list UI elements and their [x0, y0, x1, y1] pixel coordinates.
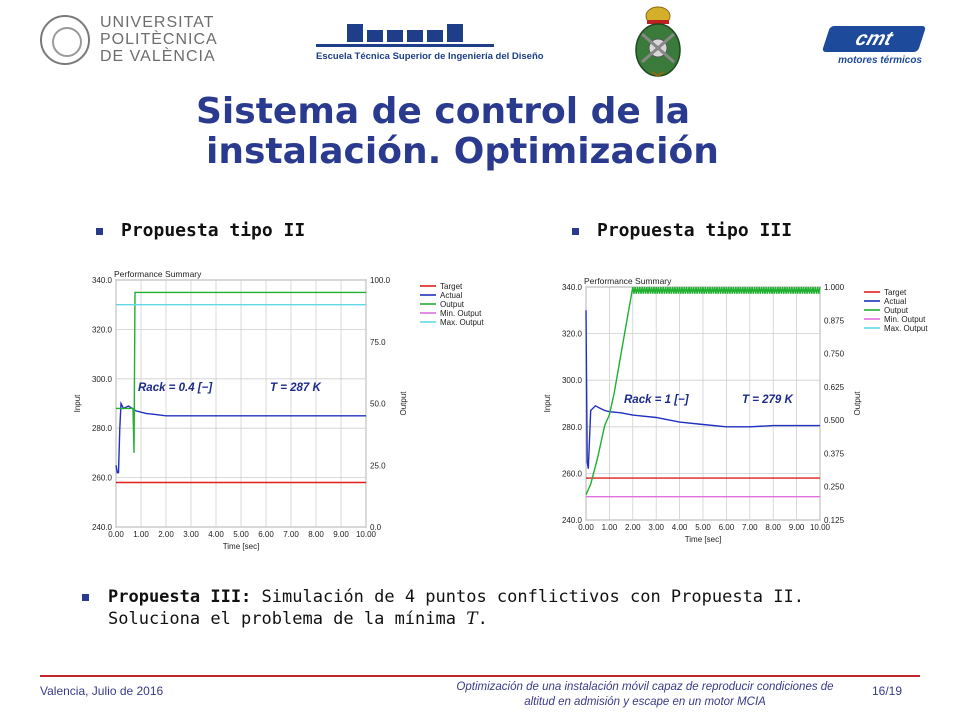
x-tick-label: 2.00 — [625, 523, 641, 532]
y2-tick-label: 0.750 — [824, 349, 845, 359]
y2-tick-label: 0.500 — [824, 416, 845, 426]
y2-tick-label: 100.0 — [370, 276, 391, 285]
etsid-logo: Escuela Técnica Superior de Ingeniería del Diseño — [316, 20, 494, 62]
header-logos — [0, 0, 960, 82]
y2-tick-label: 75.0 — [370, 337, 386, 347]
x-tick-label: 3.00 — [648, 523, 664, 532]
x-tick-label: 2.00 — [158, 530, 174, 539]
y-tick-label: 240.0 — [91, 523, 112, 532]
x-tick-label: 7.00 — [742, 523, 758, 532]
x-tick-label: 4.00 — [671, 523, 688, 532]
bullet-square-icon — [82, 594, 89, 601]
annotation-rack: Rack = 1 [−] — [624, 394, 689, 406]
upv-name: UNIVERSITAT POLITÈCNICA DE VALÈNCIA — [100, 14, 218, 65]
legend-label: Max. Output — [884, 324, 928, 333]
x-tick-label: 10.00 — [355, 530, 377, 539]
y2-axis-label: Output — [853, 391, 862, 416]
y2-tick-label: 0.875 — [824, 316, 845, 326]
x-tick-label: 8.00 — [308, 530, 324, 539]
chart-title: Performance Summary — [584, 276, 672, 286]
legend-label: Output — [440, 300, 465, 309]
legend-label: Output — [884, 306, 909, 315]
y-tick-label: 320.0 — [91, 325, 112, 335]
x-axis-label: Time [sec] — [222, 542, 260, 551]
annotation-rack: Rack = 0.4 [−] — [138, 382, 213, 394]
legend-label: Min. Output — [884, 315, 926, 324]
y2-tick-label: 0.625 — [824, 382, 845, 392]
legend-label: Max. Output — [440, 318, 484, 327]
y2-tick-label: 0.0 — [370, 523, 382, 532]
legend-label: Target — [884, 288, 907, 297]
y-tick-label: 340.0 — [561, 283, 582, 292]
y-tick-label: 260.0 — [561, 469, 582, 479]
y-tick-label: 280.0 — [91, 424, 112, 434]
y2-axis-label: Output — [399, 391, 408, 416]
footer-divider — [40, 675, 920, 677]
y2-tick-label: 0.125 — [824, 516, 845, 525]
chart-propuesta-ii — [66, 268, 496, 558]
chart-propuesta-iii — [538, 272, 938, 548]
x-tick-label: 9.00 — [788, 523, 805, 532]
y2-tick-label: 0.250 — [824, 482, 845, 492]
body-bullet-text: Propuesta III: Simulación de 4 puntos conflictivos con Propuesta II. Soluciona el problema de la mínima T. — [108, 587, 804, 629]
y-tick-label: 340.0 — [91, 276, 112, 285]
legend-label: Min. Output — [440, 309, 482, 318]
x-tick-label: 6.00 — [258, 530, 274, 539]
upv-seal-icon — [40, 15, 90, 65]
x-tick-label: 1.00 — [133, 530, 149, 539]
y2-tick-label: 0.375 — [824, 449, 845, 459]
x-tick-label: 8.00 — [765, 523, 781, 532]
x-tick-label: 4.00 — [208, 530, 224, 539]
y2-tick-label: 1.000 — [824, 283, 845, 292]
y-tick-label: 320.0 — [561, 329, 582, 339]
y-tick-label: 280.0 — [561, 422, 582, 432]
y2-tick-label: 25.0 — [370, 461, 386, 471]
y-axis-label: Input — [73, 394, 82, 413]
x-tick-label: 0.00 — [578, 523, 594, 532]
bullet-square-icon — [96, 228, 103, 235]
x-tick-label: 6.00 — [718, 523, 735, 532]
chart-title: Performance Summary — [114, 269, 202, 279]
x-tick-label: 9.00 — [333, 530, 349, 539]
x-tick-label: 10.00 — [809, 523, 831, 532]
y-tick-label: 260.0 — [91, 473, 112, 483]
legend-label: Actual — [884, 297, 907, 306]
right-section-heading: Propuesta tipo III — [572, 220, 792, 241]
x-tick-label: 3.00 — [183, 530, 199, 539]
upv-logo — [40, 14, 218, 65]
engineering-crest-icon — [628, 4, 688, 78]
y-tick-label: 300.0 — [561, 376, 582, 386]
y-tick-label: 300.0 — [91, 374, 112, 384]
etsid-blocks-icon — [316, 20, 494, 42]
x-axis-label: Time [sec] — [684, 535, 722, 544]
footer-subtitle: Optimización de una instalación móvil capaz de reproducir condiciones de altitud en admisión y escape en un motor MCIA — [456, 681, 834, 708]
legend-label: Target — [440, 282, 463, 291]
y2-tick-label: 50.0 — [370, 399, 386, 409]
x-tick-label: 5.00 — [695, 523, 711, 532]
x-tick-label: 7.00 — [283, 530, 299, 539]
x-tick-label: 5.00 — [233, 530, 249, 539]
cmt-logo: cmt motores térmicos — [826, 26, 922, 66]
footer-page-number: 16/19 — [872, 684, 903, 698]
x-tick-label: 1.00 — [601, 523, 618, 532]
slide-title: Sistema de control de la instalación. Optimización — [196, 91, 719, 172]
annotation-temperature: T = 279 K — [742, 394, 793, 406]
annotation-temperature: T = 287 K — [270, 382, 321, 394]
x-tick-label: 0.00 — [108, 530, 124, 539]
footer-date: Valencia, Julio de 2016 — [40, 684, 164, 698]
legend-label: Actual — [440, 291, 463, 300]
bullet-square-icon — [572, 228, 579, 235]
y-axis-label: Input — [543, 394, 552, 413]
y-tick-label: 240.0 — [561, 516, 582, 525]
left-section-heading: Propuesta tipo II — [96, 220, 305, 241]
body-bullet — [82, 586, 842, 630]
